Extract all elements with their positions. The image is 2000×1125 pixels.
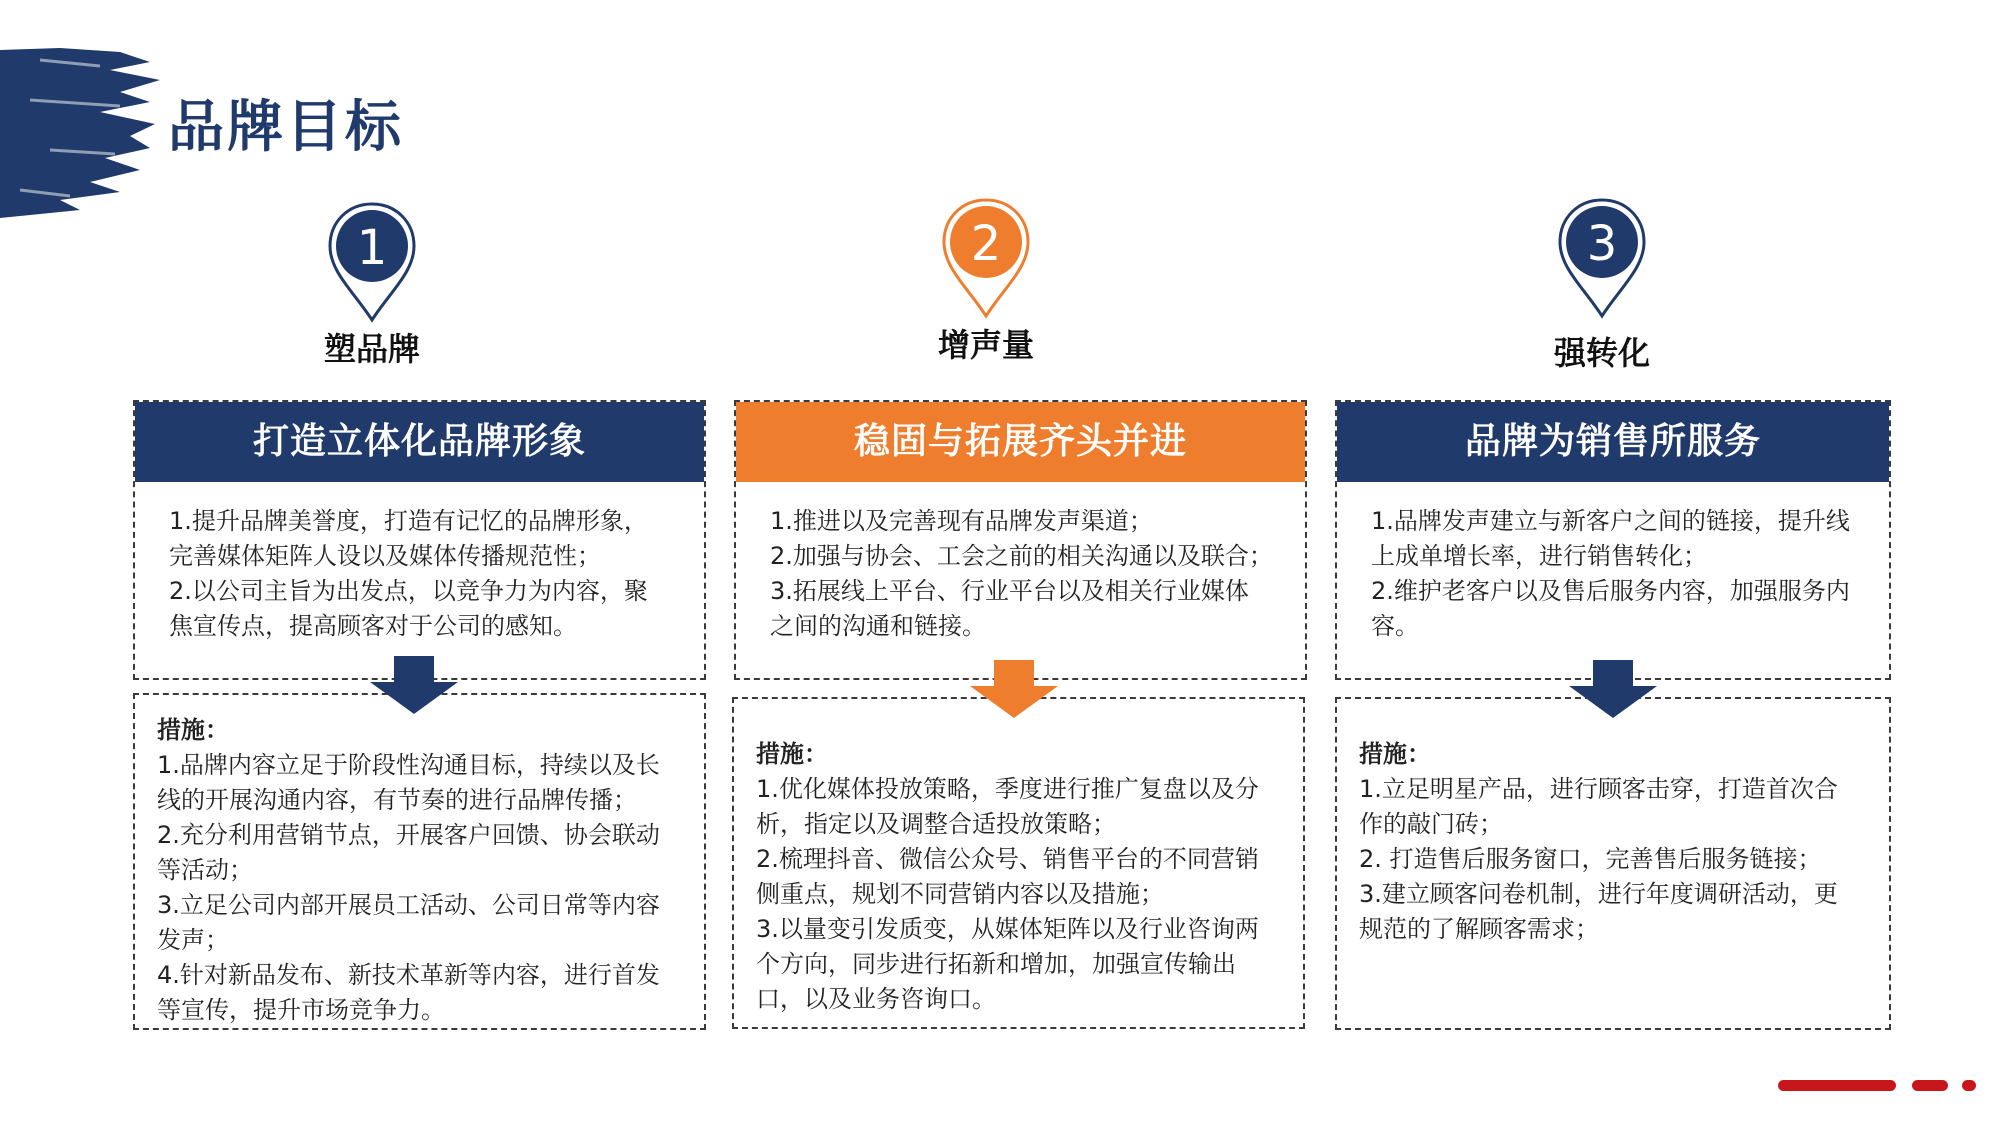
goal-box-2-title: 稳固与拓展齐头并进 xyxy=(736,402,1305,482)
goal-box-1-text xyxy=(135,482,704,644)
measures-box-1-text xyxy=(135,695,704,1028)
measure-line: 线的开展沟通内容，有节奏的进行品牌传播； xyxy=(157,786,637,814)
footer-decoration-dash xyxy=(1778,1080,1896,1091)
column-2-name: 增声量 xyxy=(937,326,1034,364)
goal-box-3-title: 品牌为销售所服务 xyxy=(1337,402,1889,482)
goal-line: 3.拓展线上平台、行业平台以及相关行业媒体 xyxy=(770,577,1249,605)
goal-line: 完善媒体矩阵人设以及媒体传播规范性； xyxy=(169,542,601,570)
measure-line: 作的敲门砖； xyxy=(1359,810,1503,838)
measures-box-1 xyxy=(133,693,706,1030)
goal-line: 1.品牌发声建立与新客户之间的链接，提升线 xyxy=(1371,507,1850,535)
goal-line: 上成单增长率，进行销售转化； xyxy=(1371,542,1707,570)
measures-label: 措施： xyxy=(1359,740,1431,768)
goal-box-2 xyxy=(734,400,1307,680)
measures-label: 措施： xyxy=(157,716,229,744)
measure-line: 1.优化媒体投放策略，季度进行推广复盘以及分 xyxy=(756,775,1259,803)
measure-line: 个方向，同步进行拓新和增加，加强宣传输出 xyxy=(756,950,1236,978)
goal-line: 之间的沟通和链接。 xyxy=(770,612,986,640)
goal-box-3 xyxy=(1335,400,1891,680)
measure-line: 4.针对新品发布、新技术革新等内容，进行首发 xyxy=(157,961,660,989)
goal-line: 焦宣传点，提高顾客对于公司的感知。 xyxy=(169,612,577,640)
down-arrow-icon xyxy=(370,656,458,714)
goal-box-1-title: 打造立体化品牌形象 xyxy=(135,402,704,482)
measures-label: 措施： xyxy=(756,740,828,768)
measure-line: 口，以及业务咨询口。 xyxy=(756,985,996,1013)
measure-line: 等活动； xyxy=(157,856,253,884)
step-1-pin-icon xyxy=(324,200,420,324)
measures-box-3 xyxy=(1335,697,1891,1030)
footer-decoration-dot xyxy=(1962,1080,1976,1091)
column-1-name: 塑品牌 xyxy=(323,330,420,368)
measure-line: 发声； xyxy=(157,926,229,954)
goal-line: 2.以公司主旨为出发点，以竞争力为内容，聚 xyxy=(169,577,648,605)
goal-box-3-text xyxy=(1337,482,1889,644)
measures-box-2 xyxy=(732,697,1305,1029)
measure-line: 2.充分利用营销节点，开展客户回馈、协会联动 xyxy=(157,821,660,849)
brush-stroke-decoration xyxy=(0,40,170,220)
goal-box-1 xyxy=(133,400,706,680)
down-arrow-icon xyxy=(970,660,1058,718)
measure-line: 3.立足公司内部开展员工活动、公司日常等内容 xyxy=(157,891,660,919)
column-3-name: 强转化 xyxy=(1553,334,1650,372)
step-1-number: 1 xyxy=(356,220,388,276)
measure-line: 规范的了解顾客需求； xyxy=(1359,915,1599,943)
goal-line: 2.加强与协会、工会之前的相关沟通以及联合； xyxy=(770,542,1273,570)
goal-line: 容。 xyxy=(1371,612,1419,640)
goal-line: 1.提升品牌美誉度，打造有记忆的品牌形象， xyxy=(169,507,648,535)
goal-box-2-text xyxy=(736,482,1305,644)
measures-box-2-text xyxy=(734,699,1303,1017)
measure-line: 2. 打造售后服务窗口，完善售后服务链接； xyxy=(1359,845,1822,873)
footer-decoration-dash xyxy=(1912,1080,1948,1091)
measure-line: 等宣传，提升市场竞争力。 xyxy=(157,996,445,1024)
measure-line: 侧重点，规划不同营销内容以及措施； xyxy=(756,880,1164,908)
step-2-number: 2 xyxy=(970,216,1002,272)
step-2-pin-icon xyxy=(938,196,1034,320)
goal-line: 2.维护老客户以及售后服务内容，加强服务内 xyxy=(1371,577,1850,605)
measure-line: 1.品牌内容立足于阶段性沟通目标，持续以及长 xyxy=(157,751,660,779)
measure-line: 3.以量变引发质变，从媒体矩阵以及行业咨询两 xyxy=(756,915,1259,943)
page-title: 品牌目标 xyxy=(168,95,404,160)
step-3-pin-icon xyxy=(1554,196,1650,320)
measure-line: 3.建立顾客问卷机制，进行年度调研活动，更 xyxy=(1359,880,1838,908)
measure-line: 析，指定以及调整合适投放策略； xyxy=(756,810,1116,838)
measures-box-3-text xyxy=(1337,699,1889,947)
goal-line: 1.推进以及完善现有品牌发声渠道； xyxy=(770,507,1153,535)
down-arrow-icon xyxy=(1569,660,1657,718)
measure-line: 1.立足明星产品，进行顾客击穿，打造首次合 xyxy=(1359,775,1838,803)
step-3-number: 3 xyxy=(1586,216,1618,272)
measure-line: 2.梳理抖音、微信公众号、销售平台的不同营销 xyxy=(756,845,1259,873)
